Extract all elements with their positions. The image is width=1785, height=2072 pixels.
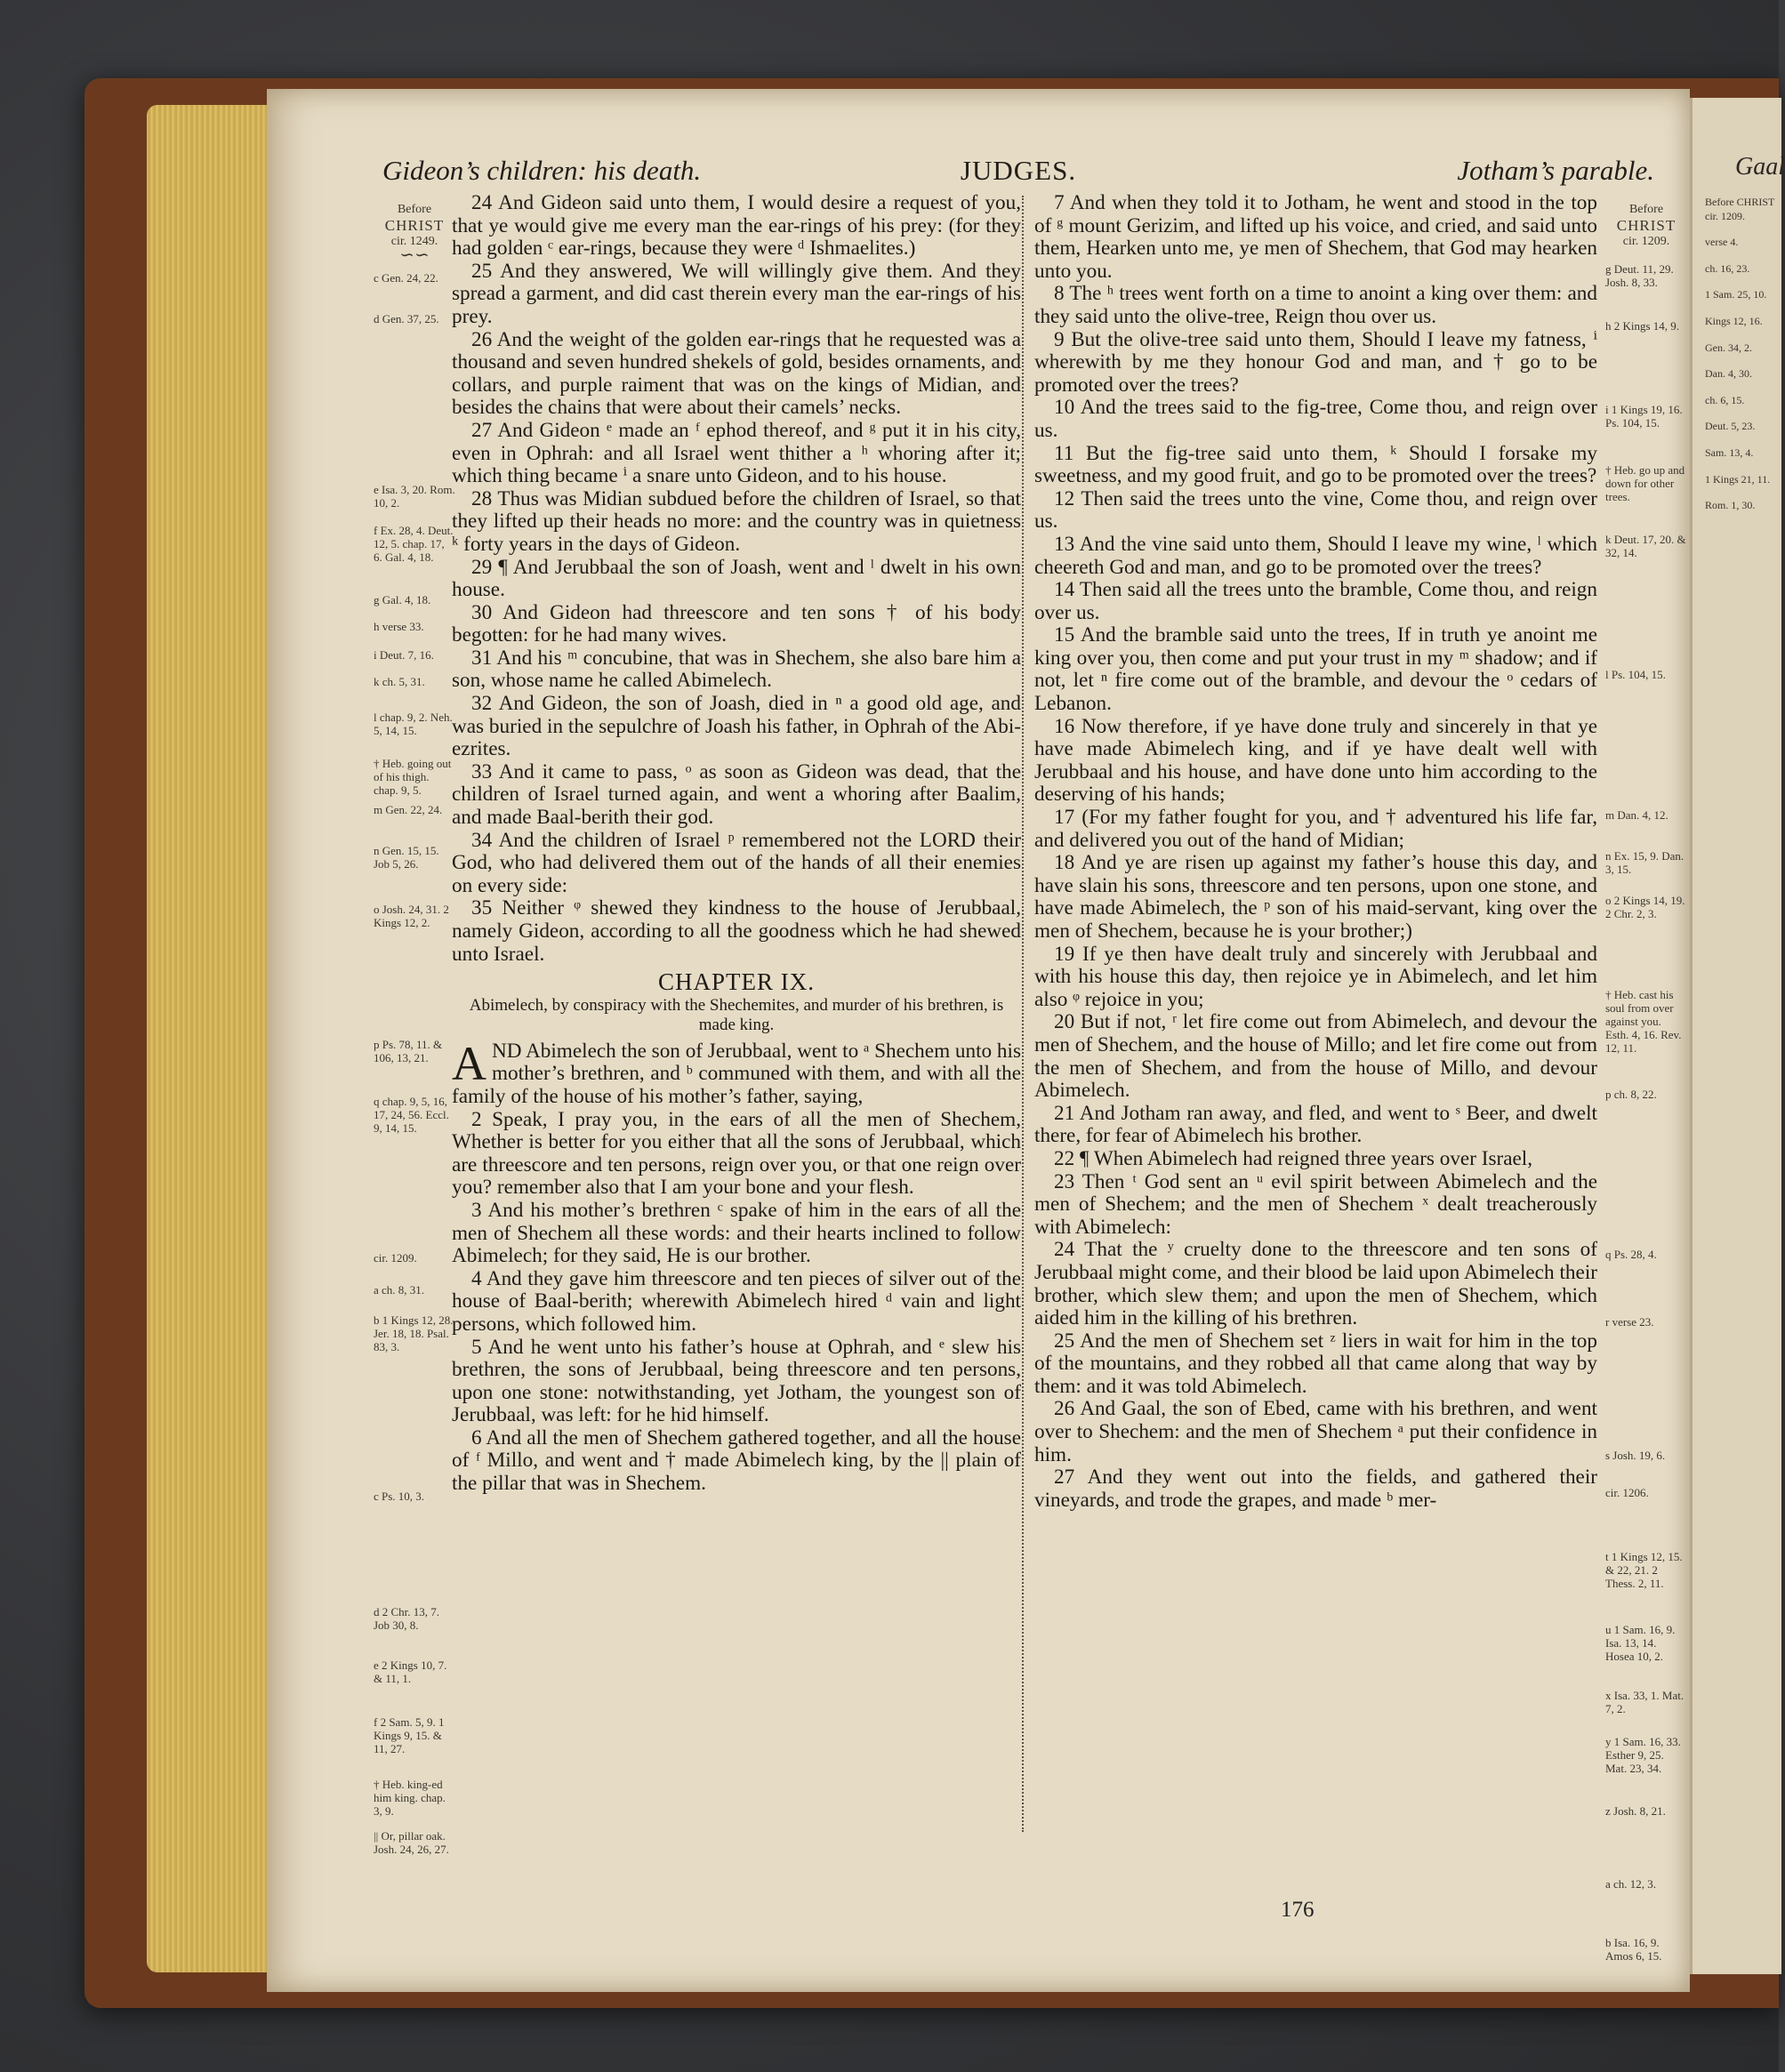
margin-note: o 2 Kings 14, 19. 2 Chr. 2, 3. (1605, 894, 1685, 920)
verse: 26 And Gaal, the son of Ebed, came with his brethren, and went over to Shechem: and the men of Shechem ᵃ put their confidence in him. (1034, 1397, 1597, 1466)
right-text-column (1034, 192, 1597, 1512)
verse: 7 And when they told it to Jotham, he went and stood in the top of ᵍ mount Gerizim, and lifted up his voice, and cried, and said unto them, Hearken unto me, ye men of Shechem, that God may hearken unto you. (1034, 191, 1597, 283)
next-page-note: ch. 16, 23. (1705, 261, 1750, 275)
margin-note: c Gen. 24, 22. (374, 271, 438, 285)
margin-note: a ch. 12, 3. (1605, 1877, 1657, 1891)
margin-note: c Ps. 10, 3. (374, 1490, 425, 1503)
margin-note: m Gen. 22, 24. (374, 803, 443, 816)
margin-note: i Deut. 7, 16. (374, 648, 434, 662)
margin-note: d 2 Chr. 13, 7. Job 30, 8. (374, 1605, 440, 1632)
column-divider (1022, 196, 1024, 1832)
verse: 32 And Gideon, the son of Joash, died in ⁿ a good old age, and was buried in the sepulchre of Joash his father, in Ophrah of the Abi-ezrites. (452, 692, 1021, 761)
verse: 2 Speak, I pray you, in the ears of all the men of Shechem, Whether is better for you either that all the sons of Jerubbaal, which are threescore and ten persons, reign over you, or that one reign over you? remember also that I am your bone and your flesh. (452, 1107, 1021, 1200)
margin-note: h 2 Kings 14, 9. (1605, 319, 1680, 333)
margin-note: z Josh. 8, 21. (1605, 1804, 1666, 1818)
chapter-opening-verse (452, 1036, 1021, 1109)
right-margin-references (1605, 203, 1690, 1963)
margin-note: l chap. 9, 2. Neh. 5, 14, 15. (374, 711, 453, 737)
margin-note: b 1 Kings 12, 28. Jer. 18, 18. Psal. 83, 3. (374, 1313, 454, 1353)
margin-note: f 2 Sam. 5, 9. 1 Kings 9, 15. & 11, 27. (374, 1715, 445, 1755)
next-page-running-head: Gaal (1735, 153, 1785, 181)
verse: 6 And all the men of Shechem gathered together, and all the house of ᶠ Millo, and went and † made Abimelech king, by the || plain of the pillar that was in Shechem. (452, 1426, 1021, 1496)
margin-note: † Heb. go up and down for other trees. (1605, 463, 1685, 503)
verse: 14 Then said all the trees unto the bramble, Come thou, and reign over us. (1034, 578, 1597, 624)
verse: 35 Neither ᵠ shewed they kindness to the house of Jerubbaal, namely Gideon, according to all the goodness which he had shewed unto Israel. (452, 896, 1021, 966)
running-head-left: Gideon’s children: his death. (382, 155, 702, 186)
next-page-before: Before CHRIST cir. 1209. (1705, 196, 1775, 222)
verse: 34 And the children of Israel ᵖ remembered not the LORD their God, who had delivered them out of the hands of all their enemies on every side: (452, 828, 1021, 897)
verse: 9 But the olive-tree said unto them, Should I leave my fatness, ⁱ wherewith by me they honour God and man, and † go to be promoted over the trees? (1034, 327, 1597, 397)
verse: 8 The ʰ trees went forth on a time to anoint a king over them: and they said unto the olive-tree, Reign thou over us. (1034, 282, 1597, 328)
verse: 18 And ye are risen up against my father’s house this day, and have slain his sons, threescore and ten persons, upon one stone, and have made Abimelech, the ᵖ son of his maid-servant, king over the men of Shechem, because he is your brother;) (1034, 851, 1597, 943)
verse: 29 ¶ And Jerubbaal the son of Joash, went and ˡ dwelt in his own house. (452, 555, 1021, 602)
margin-note: m Dan. 4, 12. (1605, 808, 1668, 822)
next-page-edge (1690, 98, 1785, 1974)
verse: 11 But the fig-tree said unto them, ᵏ Should I forsake my sweetness, and my good fruit, and go to be promoted over the trees? (1034, 441, 1597, 488)
margin-note: p Ps. 78, 11. & 106, 13, 21. (374, 1038, 443, 1064)
running-head (382, 155, 1654, 190)
verse: 23 Then ᵗ God sent an ᵘ evil spirit between Abimelech and the men of Shechem; and the men of Shechem ˣ dealt treacherously with Abimelech: (1034, 1169, 1597, 1239)
margin-note: g Gal. 4, 18. (374, 593, 431, 606)
left-margin-references (374, 203, 455, 1892)
margin-note: q Ps. 28, 4. (1605, 1248, 1657, 1261)
verse: 10 And the trees said to the fig-tree, Come thou, and reign over us. (1034, 396, 1597, 442)
margin-note: † Heb. king-ed him king. chap. 3, 9. (374, 1778, 446, 1818)
margin-note: a ch. 8, 31. (374, 1283, 425, 1297)
verse: 3 And his mother’s brethren ᶜ spake of him in the ears of all the men of Shechem all these words: and their hearts inclined to follow Abimelech; for they said, He is our brother. (452, 1198, 1021, 1268)
margin-note: i 1 Kings 19, 16. Ps. 104, 15. (1605, 403, 1683, 430)
next-page-note: Dan. 4, 30. (1705, 367, 1752, 381)
before-christ-label: Before CHRIST cir. 1249. ∽∽ (384, 203, 445, 265)
verse: 27 And Gideon ᵉ made an ᶠ ephod thereof, and ᵍ put it in his city, even in Ophrah: and all Israel went thither a ʰ whoring after it; which thing became ⁱ a snare unto Gideon, and to his house. (452, 418, 1021, 488)
verse: 13 And the vine said unto them, Should I leave my wine, ˡ which cheereth God and man, and go to be promoted over the trees? (1034, 532, 1597, 579)
next-page-note: 1 Kings 21, 11. (1705, 472, 1771, 486)
verse: 15 And the bramble said unto the trees, If in truth ye anoint me king over you, then come and put your trust in my ᵐ shadow; and if not, let ⁿ fire come out of the bramble, and devour the ᵒ cedars of Lebanon. (1034, 623, 1597, 716)
next-page-margin-notes (1705, 196, 1780, 526)
margin-note: y 1 Sam. 16, 33. Esther 9, 25. Mat. 23, 34. (1605, 1735, 1681, 1775)
verse: 31 And his ᵐ concubine, that was in Shechem, she also bare him a son, whose name he called Abimelech. (452, 646, 1021, 693)
verse-text: ND Abimelech the son of Jerubbaal, went to ᵃ Shechem unto his mother’s brethren, and ᵇ communed with them, and with all the family of the house of his mother’s father, saying, (452, 1039, 1021, 1108)
margin-note: o Josh. 24, 31. 2 Kings 12, 2. (374, 903, 449, 929)
verse: 21 And Jotham ran away, and fled, and went to ˢ Beer, and dwelt there, for fear of Abimelech his brother. (1034, 1101, 1597, 1148)
margin-note: x Isa. 33, 1. Mat. 7, 2. (1605, 1689, 1684, 1715)
left-text-column (452, 192, 1021, 1496)
margin-note: † Heb. cast his soul from over against you. Esth. 4, 16. Rev. 12, 11. (1605, 988, 1682, 1055)
next-page-note: Deut. 5, 23. (1705, 420, 1756, 433)
verse: 16 Now therefore, if ye have done truly and sincerely in that ye have made Abimelech king, and if ye have dealt well with Jerubbaal and his house, and have done unto him according to the deserving of his hands; (1034, 714, 1597, 807)
next-page-note: Sam. 13, 4. (1705, 446, 1754, 459)
verse: 30 And Gideon had threescore and ten sons † of his body begotten: for he had many wives. (452, 600, 1021, 647)
margin-note: u 1 Sam. 16, 9. Isa. 13, 14. Hosea 10, 2. (1605, 1623, 1676, 1663)
next-page-note: Gen. 34, 2. (1705, 341, 1752, 354)
next-page-note: 1 Sam. 25, 10. (1705, 288, 1767, 301)
verse: 25 And the men of Shechem set ᶻ liers in wait for him in the top of the mountains, and they robbed all that came along that way by them: and it was told Abimelech. (1034, 1329, 1597, 1398)
margin-note: q chap. 9, 5, 16, 17, 24, 56. Eccl. 9, 14, 15. (374, 1095, 449, 1135)
verse: 24 That the ʸ cruelty done to the threescore and ten sons of Jerubbaal might come, and their blood be laid upon Abimelech their brother, which slew them; and upon the men of Shechem, which aided him in the killing of his brethren. (1034, 1238, 1597, 1330)
verse: 17 (For my father fought for you, and † adventured his life far, and delivered you out of the hand of Midian; (1034, 806, 1597, 852)
margin-note: || Or, pillar oak. Josh. 24, 26, 27. (374, 1829, 449, 1856)
next-page-note: Kings 12, 16. (1705, 314, 1763, 327)
verse: 22 ¶ When Abimelech had reigned three years over Israel, (1054, 1146, 1533, 1170)
page-number: 176 (1281, 1898, 1315, 1922)
running-head-right: Jotham’s parable. (1457, 155, 1654, 186)
margin-note: n Ex. 15, 9. Dan. 3, 15. (1605, 849, 1684, 876)
margin-note: l Ps. 104, 15. (1605, 668, 1666, 681)
margin-note: f Ex. 28, 4. Deut. 12, 5. chap. 17, 6. Gal. 4, 18. (374, 524, 454, 564)
margin-note: s Josh. 19, 6. (1605, 1449, 1666, 1462)
margin-note: g Deut. 11, 29. Josh. 8, 33. (1605, 262, 1674, 289)
verse: 26 And the weight of the golden ear-rings that he requested was a thousand and seven hundred shekels of gold, besides ornaments, and collars, and purple raiment that was on the kings of Midian, and besides the chains that were about their camels’ necks. (452, 327, 1021, 420)
next-page-note: ch. 6, 15. (1705, 393, 1745, 406)
next-page-note: Rom. 1, 30. (1705, 499, 1756, 512)
running-head-title: JUDGES. (960, 155, 1077, 186)
verse: 20 But if not, ʳ let fire come out from Abimelech, and devour the men of Shechem, and the house of Millo; and let fire come out from the men of Shechem, and from the house of Millo, and devour Abimelech. (1034, 1010, 1597, 1103)
margin-note: d Gen. 37, 25. (374, 312, 439, 325)
verse: 19 If ye then have dealt truly and sincerely with Jerubbaal and with his house this day, then rejoice ye in Abimelech, and let him also ᵠ rejoice in you; (1034, 942, 1597, 1011)
verse: 33 And it came to pass, ᵒ as soon as Gideon was dead, that the children of Israel turned again, and went a whoring after Baalim, and made Baal-berith their god. (452, 759, 1021, 830)
chapter-title: CHAPTER IX. (657, 968, 815, 996)
margin-note: t 1 Kings 12, 15. & 22, 21. 2 Thess. 2, 11. (1605, 1550, 1683, 1590)
verse: 24 And Gideon said unto them, I would desire a request of you, that ye would give me every man the ear-rings of his prey: (for they had golden ᶜ ear-rings, because they were ᵈ Ishmaelites.) (452, 191, 1021, 261)
verse: 12 Then said the trees unto the vine, Come thou, and reign over us. (1034, 486, 1597, 534)
margin-note: e Isa. 3, 20. Rom. 10, 2. (374, 483, 455, 510)
margin-note: n Gen. 15, 15. Job 5, 26. (374, 844, 439, 871)
verse: 4 And they gave him threescore and ten pieces of silver out of the house of Baal-berith; wherewith Abimelech hired ᵈ vain and light persons, which followed him. (452, 1266, 1021, 1336)
chapter-summary: Abimelech, by conspiracy with the Shechemites, and murder of his brethren, is made king. (469, 995, 1004, 1034)
verse: 27 And they went out into the fields, and gathered their vineyards, and trode the grapes, and made ᵇ mer- (1034, 1466, 1597, 1512)
verse: 25 And they answered, We will willingly give them. And they spread a garment, and did cast therein every man the ear-rings of his prey. (452, 259, 1021, 328)
margin-note: p ch. 8, 22. (1605, 1088, 1657, 1101)
margin-note: cir. 1209. (374, 1251, 417, 1265)
margin-note: cir. 1206. (1605, 1486, 1649, 1499)
margin-note: e 2 Kings 10, 7. & 11, 1. (374, 1658, 447, 1685)
next-page-note: verse 4. (1705, 236, 1739, 249)
margin-note: k ch. 5, 31. (374, 675, 425, 688)
margin-note: † Heb. going out of his thigh. chap. 9, 5. (374, 757, 452, 797)
before-christ-label: Before CHRIST cir. 1209. (1616, 203, 1676, 248)
verse: 5 And he went unto his father’s house at Ophrah, and ᵉ slew his brethren, the sons of Jerubbaal, being threescore and ten persons, upon one stone: notwithstanding, yet Jotham, the youngest son of Jerubbaal, was left: for he hid himself. (452, 1335, 1021, 1427)
verse: 28 Thus was Midian subdued before the children of Israel, so that they lifted up their heads no more: and the country was in quietness ᵏ forty years in the days of Gideon. (452, 486, 1021, 556)
margin-note: k Deut. 17, 20. & 32, 14. (1605, 533, 1686, 559)
margin-note: r verse 23. (1605, 1315, 1654, 1329)
margin-note: b Isa. 16, 9. Amos 6, 15. (1605, 1936, 1662, 1963)
drop-cap: A (452, 1036, 486, 1090)
margin-note: h verse 33. (374, 620, 424, 633)
